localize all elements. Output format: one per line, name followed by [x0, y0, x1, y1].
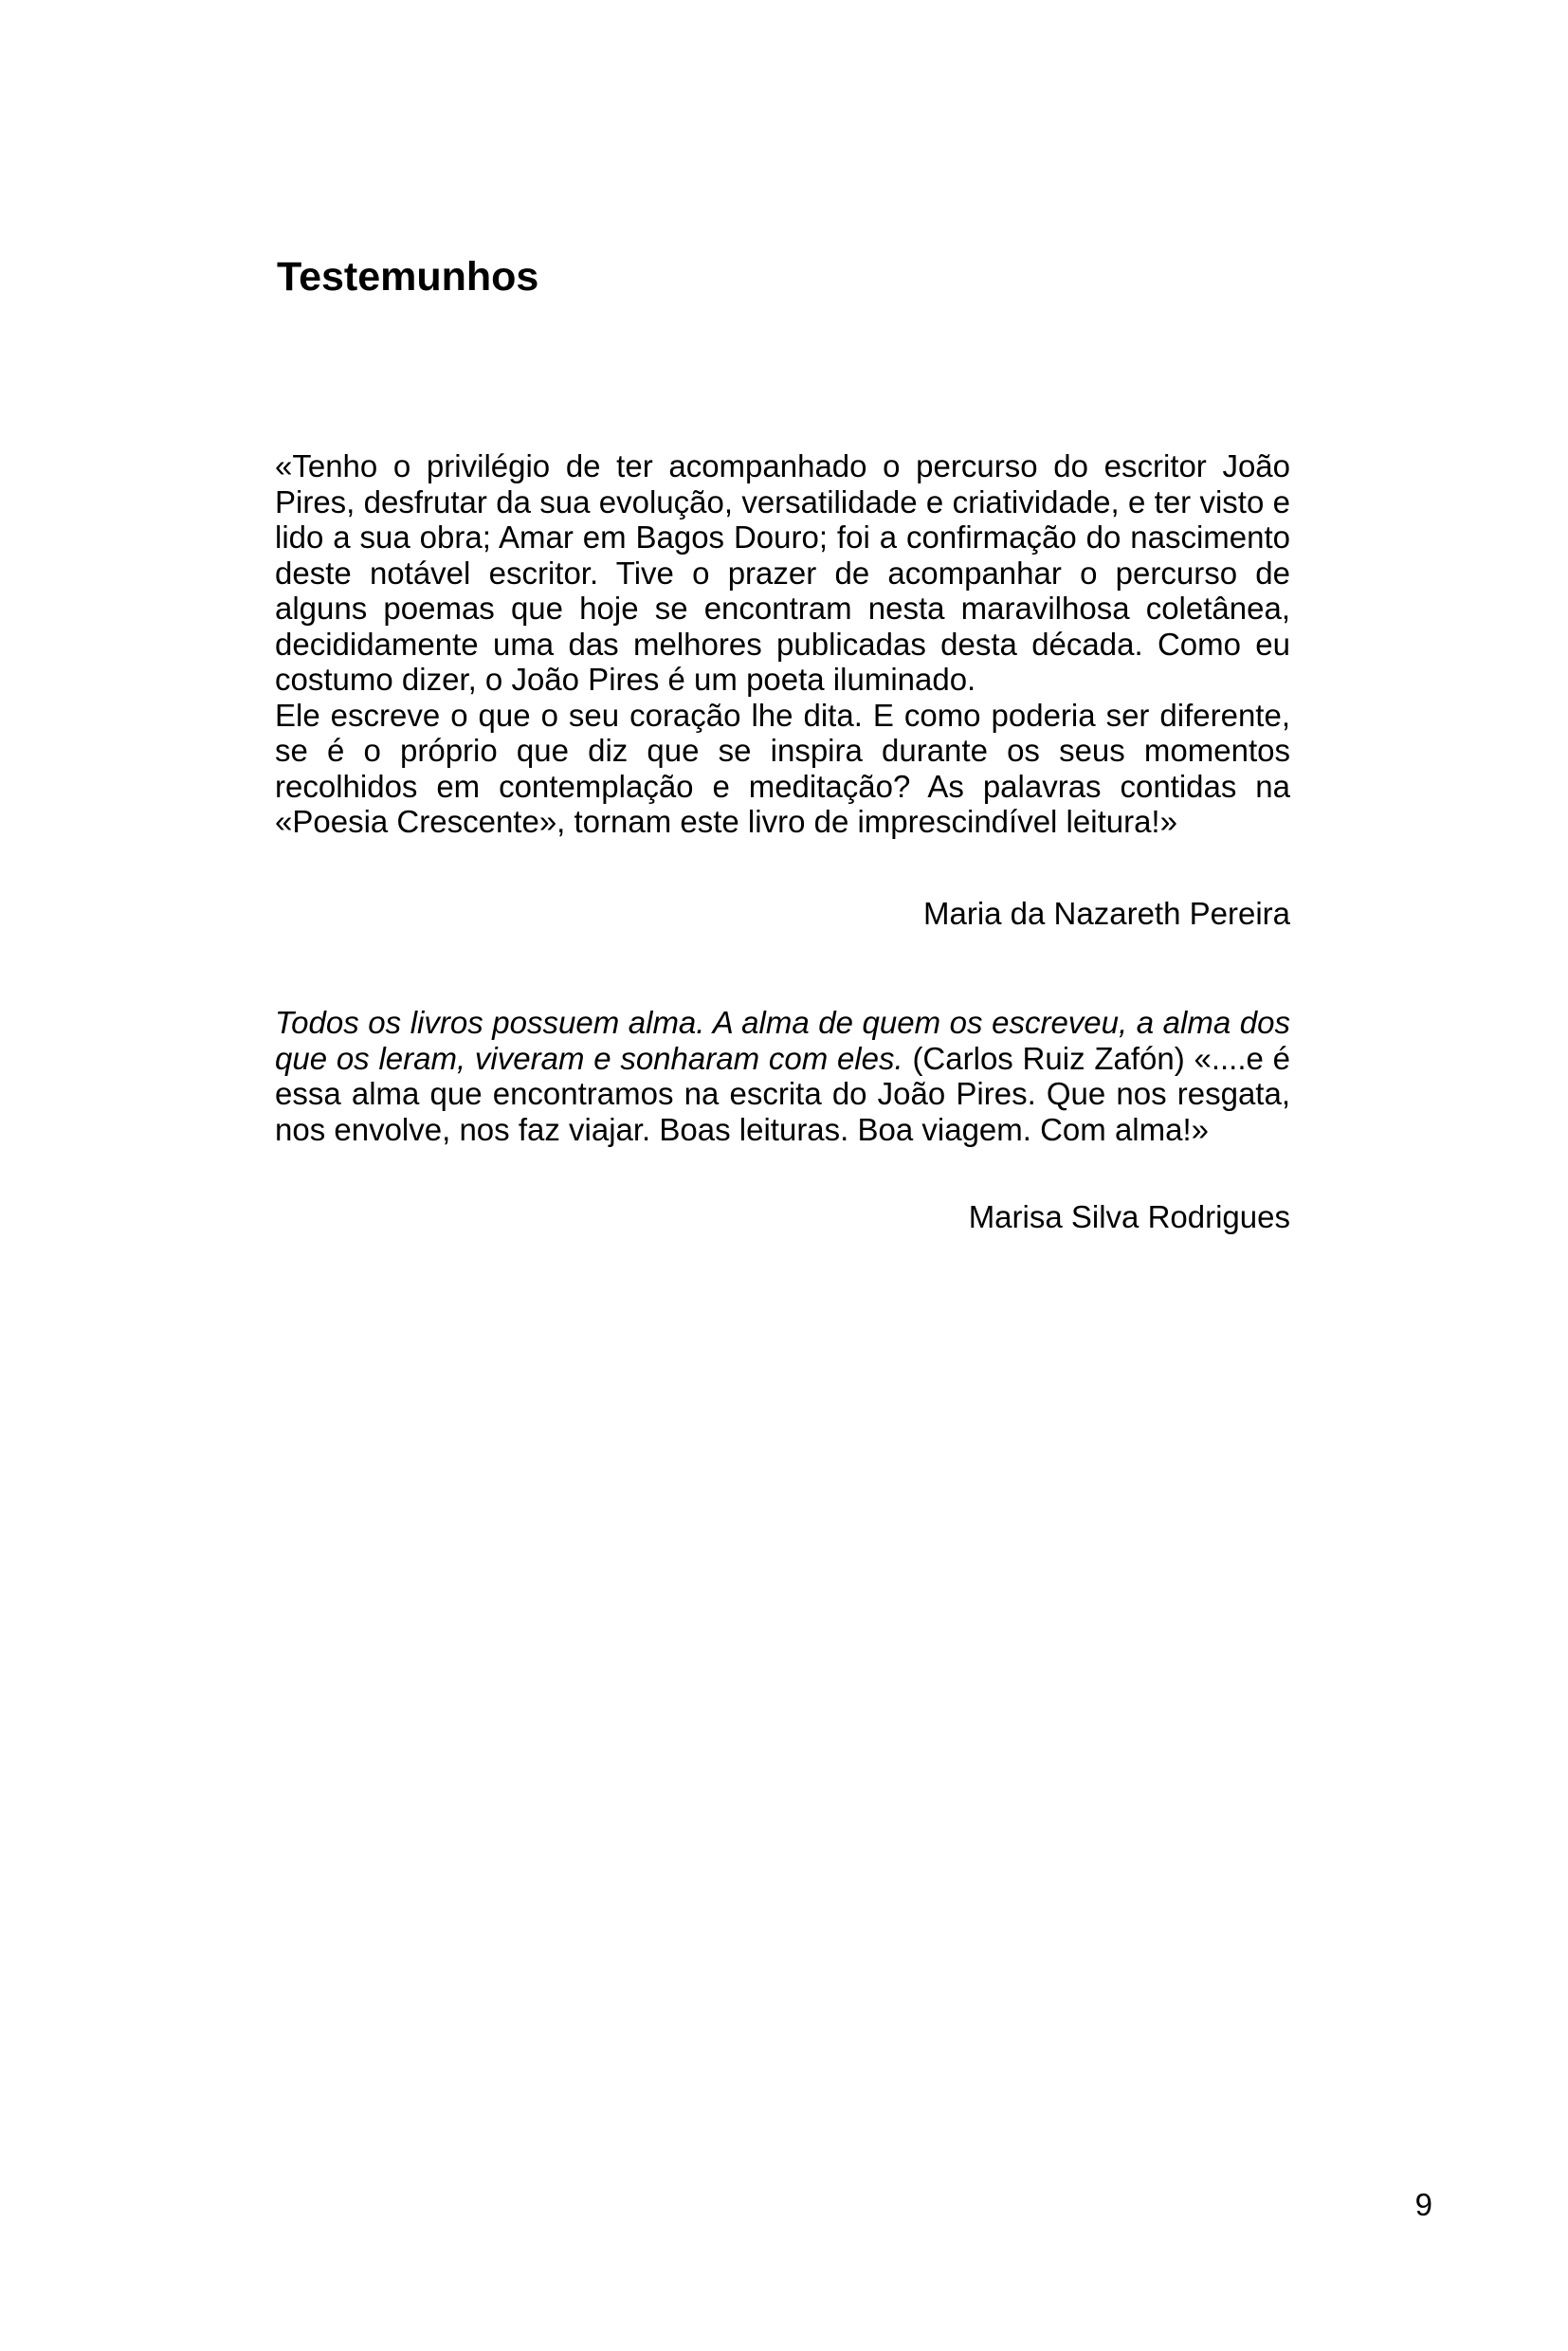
testimonial-1-attribution: Maria da Nazareth Pereira	[922, 896, 1290, 931]
page-title: Testemunhos	[277, 254, 539, 300]
testimonial-2-attribution: Marisa Silva Rodrigues	[968, 1199, 1290, 1234]
testimonial-1	[275, 448, 1290, 840]
testimonial-2-paragraph	[275, 1005, 1290, 1147]
testimonial-2	[275, 1005, 1290, 1147]
testimonial-2-regular-text: (Carlos Ruiz Zafón) «....e é essa alma que encontramos na escrita do João Pires. Que nos resgata, nos envolve, nos faz viajar. Boas leituras. Boa viagem. Com alma!»	[275, 1040, 1290, 1147]
testimonial-1-paragraph-1: «Tenho o privilégio de ter acompanhado o percurso do escritor João Pires, desfrutar da sua evolução, versatilidade e criatividade, e ter visto e lido a sua obra; Amar em Bagos Douro; foi a confirmação do nascimento deste notável escritor. Tive o prazer de acompanhar o percurso de alguns poemas que hoje se encontram nesta maravilhosa coletânea, decididamente uma das melhores publicadas desta década. Como eu costumo dizer, o João Pires é um poeta iluminado.	[275, 448, 1290, 697]
testimonial-1-paragraph-2: Ele escreve o que o seu coração lhe dita. E como poderia ser diferente, se é o próprio que diz que se inspira durante os seus momentos recolhidos em contemplação e meditação? As palavras contidas na «Poesia Crescente», tornam este livro de imprescindível leitura!»	[275, 697, 1290, 839]
page-number: 9	[1414, 2187, 1432, 2222]
testimonial-2-italic-quote: Todos os livros possuem alma. A alma de quem os escreveu, a alma dos que os leram, viveram e sonharam com eles.	[275, 1005, 1290, 1076]
